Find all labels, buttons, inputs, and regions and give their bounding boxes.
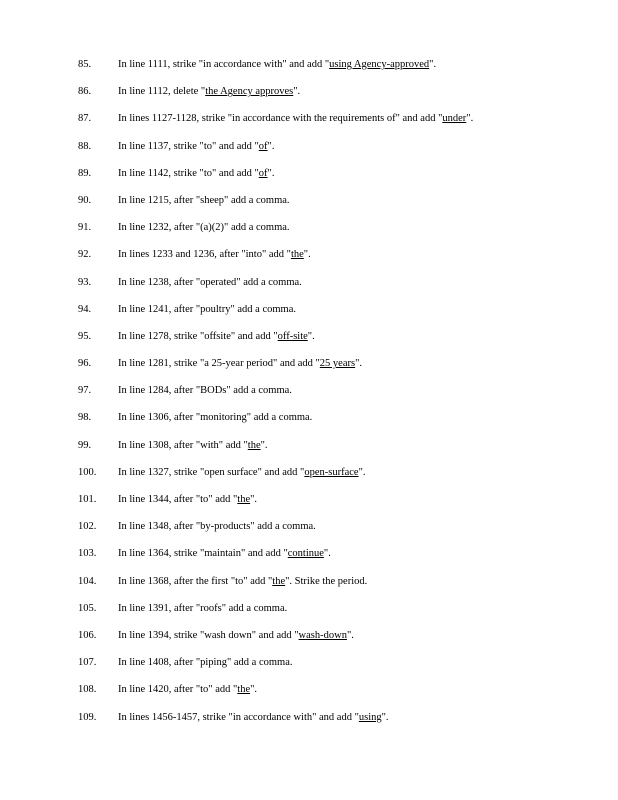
- amendment-item: [0, 683, 618, 710]
- item-number: 103.: [78, 548, 97, 560]
- inserted-text: using: [358, 711, 382, 723]
- item-number: 107.: [78, 657, 97, 669]
- item-text-lead: In line 1137, strike "to" and add ": [118, 140, 259, 152]
- inserted-text: continue: [287, 548, 324, 560]
- item-text-lead: In line 1241, after "poultry" add a comma.: [118, 303, 296, 315]
- item-text: [118, 711, 389, 725]
- item-text: [118, 411, 312, 425]
- item-text: [118, 656, 292, 670]
- amendment-item: [0, 656, 618, 683]
- item-text: [118, 466, 366, 480]
- amendment-item: [0, 384, 618, 411]
- inserted-text: 25 years: [319, 358, 356, 370]
- item-number: 97.: [78, 385, 92, 397]
- inserted-text: using Agency-approved: [329, 59, 430, 70]
- item-text-lead: In lines 1127-1128, strike "in accordance with the requirements of" and add ": [118, 113, 443, 125]
- item-text-tail: ".: [267, 167, 275, 179]
- amendment-item: [0, 330, 618, 357]
- item-text-lead: In line 1142, strike "to" and add ": [118, 167, 259, 179]
- amendment-item: [0, 140, 618, 167]
- item-number: 104.: [78, 575, 97, 587]
- item-number: 85.: [78, 59, 92, 70]
- inserted-text: the: [272, 575, 286, 587]
- inserted-text: the: [237, 494, 251, 505]
- item-text: [118, 575, 367, 589]
- item-number: 92.: [78, 249, 92, 261]
- item-number: 96.: [78, 358, 92, 370]
- amendment-item: [0, 547, 618, 574]
- item-number: 106.: [78, 629, 97, 641]
- item-text: [118, 248, 311, 262]
- item-text: [118, 493, 257, 507]
- amendment-item: [0, 575, 618, 602]
- amendment-item: [0, 85, 618, 112]
- item-text-lead: In line 1306, after "monitoring" add a comma.: [118, 412, 313, 424]
- item-text: [118, 357, 362, 371]
- item-number: 91.: [78, 222, 92, 234]
- item-text: [118, 520, 316, 534]
- item-text: [118, 58, 436, 72]
- inserted-text: the Agency approves: [205, 86, 294, 98]
- item-text-lead: In lines 1233 and 1236, after "into" add ": [118, 249, 291, 261]
- item-text: [118, 221, 290, 235]
- inserted-text: the: [237, 684, 251, 696]
- item-text: [118, 194, 290, 208]
- item-text-lead: In line 1348, after "by-products" add a comma.: [118, 521, 316, 533]
- item-text-tail: ".: [307, 330, 315, 342]
- amendment-item: [0, 493, 618, 520]
- item-number: 93.: [78, 276, 92, 288]
- item-text: [118, 140, 274, 154]
- item-text-lead: In line 1232, after "(a)(2)" add a comma.: [118, 222, 290, 234]
- item-number: 88.: [78, 140, 92, 152]
- amendment-item: [0, 411, 618, 438]
- amendment-item: [0, 112, 618, 139]
- item-text-lead: In line 1284, after "BODs" add a comma.: [118, 385, 292, 397]
- item-text: [118, 439, 268, 453]
- item-text-tail: ".: [429, 59, 437, 70]
- item-text-lead: In line 1327, strike "open surface" and add ": [118, 466, 305, 478]
- item-text-lead: In line 1281, strike "a 25-year period" and add ": [118, 358, 320, 370]
- item-text: [118, 112, 473, 126]
- amendment-item: [0, 357, 618, 384]
- item-text-lead: In line 1368, after the first "to" add ": [118, 575, 273, 587]
- item-text-tail: ".: [250, 494, 258, 505]
- amendment-item: [0, 221, 618, 248]
- item-number: 102.: [78, 521, 97, 533]
- amendment-item: [0, 520, 618, 547]
- item-text-tail: ".: [466, 113, 474, 125]
- item-text-tail: ".: [381, 711, 389, 723]
- item-text: [118, 276, 302, 290]
- item-text: [118, 330, 315, 344]
- item-number: 95.: [78, 330, 92, 342]
- inserted-text: the: [290, 249, 304, 261]
- item-text-lead: In line 1408, after "piping" add a comma.: [118, 657, 293, 669]
- item-text-tail: ". Strike the period.: [285, 575, 368, 587]
- item-text-tail: ".: [303, 249, 311, 261]
- amendment-item: [0, 303, 618, 330]
- amendment-item: [0, 194, 618, 221]
- item-text: [118, 683, 257, 697]
- item-text-tail: ".: [355, 358, 362, 370]
- item-text-tail: ".: [260, 439, 268, 451]
- item-number: 109.: [78, 711, 97, 723]
- amendment-item: [0, 58, 618, 85]
- item-text-lead: In line 1308, after "with" add ": [118, 439, 248, 451]
- item-text-lead: In line 1278, strike "offsite" and add ": [118, 330, 278, 342]
- amendment-item: [0, 602, 618, 629]
- item-text: [118, 602, 287, 616]
- item-number: 108.: [78, 684, 97, 696]
- item-text-tail: ".: [250, 684, 258, 696]
- amendment-item: [0, 167, 618, 194]
- item-text-lead: In line 1215, after "sheep" add a comma.: [118, 194, 290, 206]
- amendment-item: [0, 466, 618, 493]
- item-text-lead: In line 1391, after "roofs" add a comma.: [118, 602, 288, 614]
- inserted-text: wash-down: [298, 629, 347, 641]
- inserted-text: of: [258, 167, 268, 179]
- item-text-lead: In lines 1456-1457, strike "in accordance with" and add ": [118, 711, 359, 723]
- item-text-lead: In line 1420, after "to" add ": [118, 684, 238, 696]
- item-number: 90.: [78, 194, 92, 206]
- item-text: [118, 303, 296, 317]
- item-number: 99.: [78, 439, 92, 451]
- item-text-lead: In line 1112, delete ": [118, 86, 206, 98]
- item-text-lead: In line 1364, strike "maintain" and add ": [118, 548, 288, 560]
- item-text: [118, 547, 331, 561]
- item-number: 89.: [78, 167, 92, 179]
- item-number: 87.: [78, 113, 92, 125]
- item-text-tail: ".: [293, 86, 301, 98]
- item-text-tail: ".: [267, 140, 275, 152]
- inserted-text: of: [258, 140, 268, 152]
- item-text: [118, 384, 292, 398]
- item-text: [118, 167, 274, 181]
- inserted-text: off-site: [277, 330, 308, 342]
- item-text-lead: In line 1394, strike "wash down" and add ": [118, 629, 299, 641]
- item-number: 98.: [78, 412, 92, 424]
- amendment-item: [0, 248, 618, 275]
- item-text-lead: In line 1238, after "operated" add a comma.: [118, 276, 302, 288]
- amendment-item: [0, 629, 618, 656]
- item-text-tail: ".: [358, 466, 366, 478]
- amendment-list: [0, 58, 618, 738]
- amendment-item: [0, 439, 618, 466]
- item-number: 101.: [78, 494, 97, 505]
- item-text-tail: ".: [323, 548, 331, 560]
- item-number: 100.: [78, 466, 97, 478]
- item-text-lead: In line 1344, after "to" add ": [118, 494, 238, 505]
- amendment-item: [0, 711, 618, 738]
- inserted-text: under: [442, 113, 467, 125]
- item-text-tail: ".: [346, 629, 354, 641]
- item-number: 105.: [78, 602, 97, 614]
- item-text: [118, 85, 300, 99]
- inserted-text: the: [247, 439, 261, 451]
- item-number: 86.: [78, 86, 92, 98]
- amendment-item: [0, 276, 618, 303]
- item-number: 94.: [78, 303, 92, 315]
- item-text: [118, 629, 354, 643]
- inserted-text: open-surface: [304, 466, 359, 478]
- item-text-lead: In line 1111, strike "in accordance with" and add ": [118, 59, 330, 70]
